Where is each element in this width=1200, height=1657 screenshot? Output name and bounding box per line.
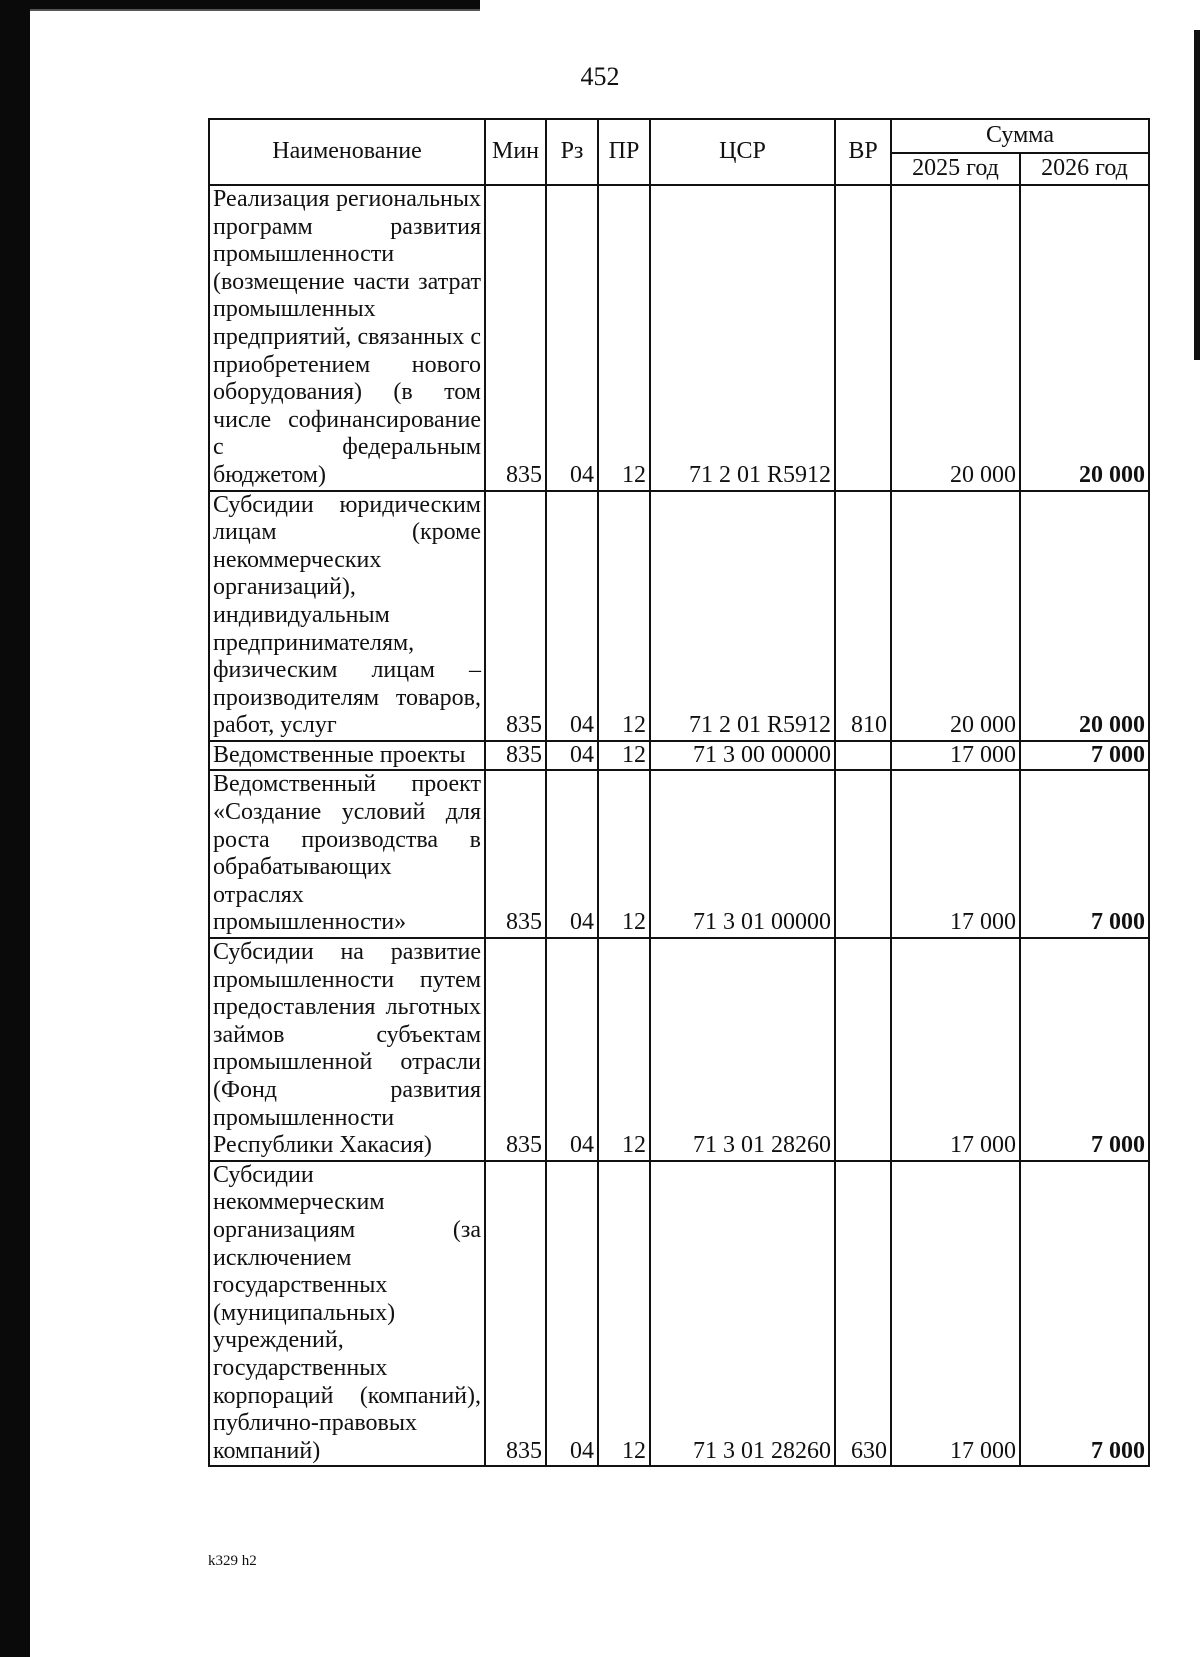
header-rz: Рз xyxy=(546,119,598,185)
row-rz: 04 xyxy=(546,938,598,1161)
header-pr: ПР xyxy=(598,119,650,185)
row-rz: 04 xyxy=(546,741,598,771)
header-csr: ЦСР xyxy=(650,119,835,185)
table-row xyxy=(209,770,1149,938)
row-sum-2026: 7 000 xyxy=(1020,770,1149,938)
table-row xyxy=(209,185,1149,491)
row-sum-2025: 17 000 xyxy=(891,741,1020,771)
row-rz: 04 xyxy=(546,770,598,938)
row-name: Ведомственные проекты xyxy=(209,741,485,771)
footer-code: k329 h2 xyxy=(208,1553,257,1569)
row-name: Ведомственный проект «Создание условий для роста производства в обрабатывающих отраслях промышленности» xyxy=(209,770,485,938)
row-min: 835 xyxy=(485,491,546,741)
row-sum-2026: 7 000 xyxy=(1020,1161,1149,1467)
row-vr xyxy=(835,185,891,491)
table-row xyxy=(209,491,1149,741)
row-pr: 12 xyxy=(598,491,650,741)
row-pr: 12 xyxy=(598,185,650,491)
row-vr xyxy=(835,741,891,771)
row-rz: 04 xyxy=(546,491,598,741)
row-pr: 12 xyxy=(598,770,650,938)
table-row xyxy=(209,1161,1149,1467)
scan-border-left xyxy=(0,0,30,1657)
row-sum-2025: 20 000 xyxy=(891,491,1020,741)
header-min: Мин xyxy=(485,119,546,185)
row-name: Субсидии на развитие промышленности путем предоставления льготных займов субъектам промышленной отрасли (Фонд развития промышленности Республики Хакасия) xyxy=(209,938,485,1161)
row-min: 835 xyxy=(485,938,546,1161)
row-vr xyxy=(835,938,891,1161)
row-pr: 12 xyxy=(598,1161,650,1467)
row-csr: 71 2 01 R5912 xyxy=(650,185,835,491)
row-min: 835 xyxy=(485,770,546,938)
row-vr xyxy=(835,770,891,938)
row-name: Субсидии некоммерческим организациям (за исключением государственных (муниципальных) учреждений, государственных корпораций (компаний), публично-правовых компаний) xyxy=(209,1161,485,1467)
row-csr: 71 3 01 28260 xyxy=(650,938,835,1161)
row-pr: 12 xyxy=(598,741,650,771)
row-sum-2026: 7 000 xyxy=(1020,938,1149,1161)
row-sum-2025: 20 000 xyxy=(891,185,1020,491)
row-sum-2026: 20 000 xyxy=(1020,185,1149,491)
page-number: 452 xyxy=(580,62,620,91)
row-csr: 71 3 00 00000 xyxy=(650,741,835,771)
row-csr: 71 2 01 R5912 xyxy=(650,491,835,741)
header-sum: Сумма xyxy=(891,119,1149,153)
row-name: Субсидии юридическим лицам (кроме некоммерческих организаций), индивидуальным предпринимателям, физическим лицам – производителям товаров, работ, услуг xyxy=(209,491,485,741)
scan-border-top xyxy=(30,0,480,16)
row-csr: 71 3 01 00000 xyxy=(650,770,835,938)
row-pr: 12 xyxy=(598,938,650,1161)
row-sum-2026: 7 000 xyxy=(1020,741,1149,771)
row-name: Реализация региональных программ развития промышленности (возмещение части затрат промышленных предприятий, связанных с приобретением нового оборудования) (в том числе софинансирование с федеральным бюджетом) xyxy=(209,185,485,491)
row-min: 835 xyxy=(485,1161,546,1467)
row-rz: 04 xyxy=(546,1161,598,1467)
budget-table xyxy=(208,118,1150,1467)
row-min: 835 xyxy=(485,741,546,771)
header-year-2025: 2025 год xyxy=(891,153,1020,185)
row-csr: 71 3 01 28260 xyxy=(650,1161,835,1467)
row-vr: 810 xyxy=(835,491,891,741)
row-min: 835 xyxy=(485,185,546,491)
row-sum-2025: 17 000 xyxy=(891,938,1020,1161)
row-sum-2025: 17 000 xyxy=(891,1161,1020,1467)
header-name: Наименование xyxy=(209,119,485,185)
header-vr: ВР xyxy=(835,119,891,185)
header-year-2026: 2026 год xyxy=(1020,153,1149,185)
table-row xyxy=(209,938,1149,1161)
row-sum-2025: 17 000 xyxy=(891,770,1020,938)
row-sum-2026: 20 000 xyxy=(1020,491,1149,741)
row-vr: 630 xyxy=(835,1161,891,1467)
table-row xyxy=(209,741,1149,771)
row-rz: 04 xyxy=(546,185,598,491)
